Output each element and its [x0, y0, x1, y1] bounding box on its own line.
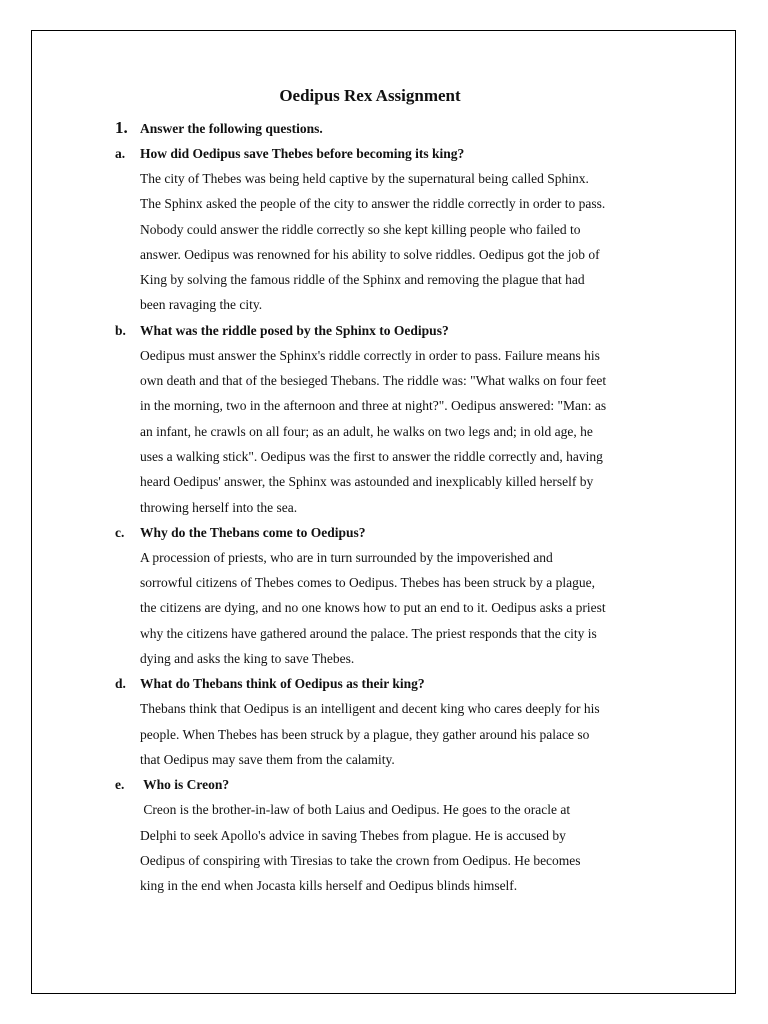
answer-paragraph	[115, 545, 675, 671]
answer-line: Oedipus must answer the Sphinx's riddle correctly in order to pass. Failure means his	[140, 347, 600, 363]
answer-line: The city of Thebes was being held captive by the supernatural being called Sphinx.	[140, 171, 589, 186]
question-text: Who is Creon?	[140, 777, 230, 793]
question-heading	[115, 772, 675, 797]
question-heading	[115, 318, 675, 343]
question-letter: a.	[115, 146, 126, 161]
answer-line: heard Oedipus' answer, the Sphinx was astounded and inexplicably killed herself by	[140, 474, 594, 490]
answer-line: sorrowful citizens of Thebes comes to Oedipus. Thebes has been struck by a plague,	[140, 575, 596, 591]
answer-line: in the morning, two in the afternoon and three at night?". Oedipus answered: "Man: as	[140, 398, 607, 414]
answer-line: Creon is the brother-in-law of both Laius and Oedipus. He goes to the oracle at	[140, 802, 571, 818]
answer-line: Nobody could answer the riddle correctly so she kept killing people who failed to	[140, 221, 581, 237]
answer-line: A procession of priests, who are in turn surrounded by the impoverished and	[140, 549, 553, 565]
answer-line: that Oedipus may save them from the calamity.	[140, 751, 395, 767]
answer-line: an infant, he crawls on all four; as an adult, he walks on two legs and; in old age, he	[140, 423, 593, 439]
answer-paragraph	[115, 343, 675, 520]
question-heading	[115, 141, 675, 166]
answer-line: Delphi to seek Apollo's advice in saving Thebes from plague. He is accused by	[140, 827, 566, 843]
answer-line: answer. Oedipus was renowned for his ability to solve riddles. Oedipus got the job of	[140, 246, 600, 262]
question-block-a	[115, 141, 675, 318]
answer-line: the citizens are dying, and no one knows how to put an end to it. Oedipus asks a priest	[140, 600, 606, 616]
answer-line: dying and asks the king to save Thebes.	[140, 651, 355, 667]
answer-paragraph	[115, 166, 675, 318]
question-block-e	[115, 772, 675, 898]
answer-line: Thebans think that Oedipus is an intelligent and decent king who cares deeply for his	[140, 701, 600, 717]
answer-line: king in the end when Jocasta kills herself and Oedipus blinds himself.	[140, 878, 518, 894]
section-heading-text: Answer the following questions.	[140, 121, 323, 136]
answer-line: Oedipus of conspiring with Tiresias to take the crown from Oedipus. He becomes	[140, 852, 581, 868]
question-heading	[115, 671, 675, 696]
question-letter: c.	[115, 524, 125, 540]
answer-line: The Sphinx asked the people of the city to answer the riddle correctly in order to pass.	[140, 196, 606, 212]
answer-line: people. When Thebes has been struck by a plague, they gather around his palace so	[140, 726, 590, 742]
answer-line: throwing herself into the sea.	[140, 499, 298, 515]
question-block-c	[115, 520, 675, 671]
answer-line: King by solving the famous riddle of the Sphinx and removing the plague that had	[140, 272, 585, 288]
question-heading	[115, 520, 675, 545]
question-letter: b.	[115, 322, 126, 338]
answer-line: why the citizens have gathered around the palace. The priest responds that the city is	[140, 625, 597, 641]
answer-line: own death and that of the besieged Thebans. The riddle was: "What walks on four feet	[140, 373, 607, 389]
question-letter: e.	[115, 777, 125, 793]
question-text: Why do the Thebans come to Oedipus?	[140, 524, 366, 540]
question-text: How did Oedipus save Thebes before becoming its king?	[140, 146, 465, 161]
question-block-b	[115, 318, 675, 520]
page-title: Oedipus Rex Assignment	[279, 86, 461, 105]
question-block-d	[115, 671, 675, 772]
answer-line: been ravaging the city.	[140, 297, 263, 313]
question-list	[115, 141, 675, 898]
question-text: What do Thebans think of Oedipus as their king?	[140, 676, 425, 692]
question-text: What was the riddle posed by the Sphinx to Oedipus?	[140, 322, 449, 338]
answer-line: uses a walking stick". Oedipus was the first to answer the riddle correctly and, having	[140, 448, 603, 464]
section-heading	[115, 118, 323, 138]
answer-paragraph	[115, 696, 675, 772]
question-letter: d.	[115, 676, 126, 692]
section-number: 1.	[115, 118, 128, 137]
answer-paragraph	[115, 797, 675, 898]
